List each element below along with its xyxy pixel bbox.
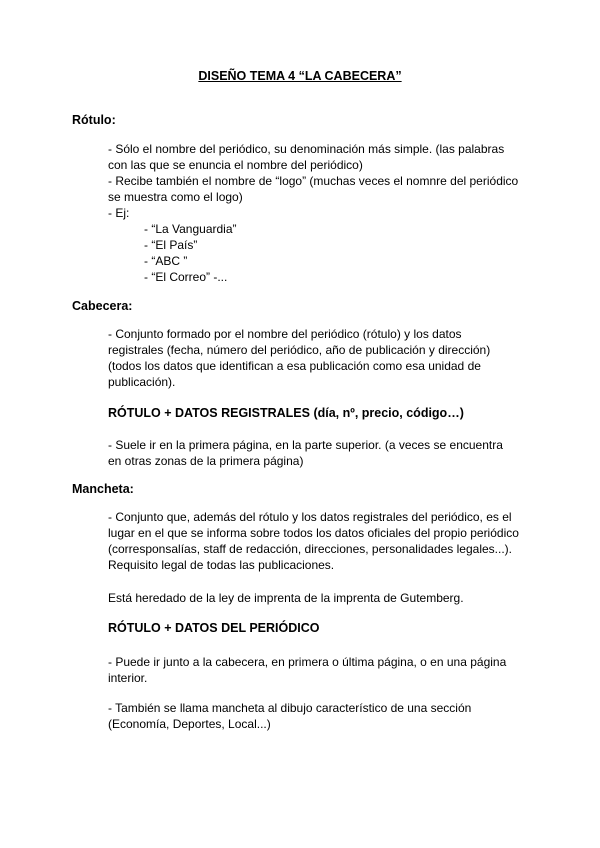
rotulo-line: - Ej:	[108, 206, 130, 220]
mancheta-heredado: Está heredado de la ley de imprenta de la imprenta de Gutemberg.	[108, 591, 464, 605]
cabecera-line: registrales (fecha, número del periódico, año de publicación y dirección)	[108, 343, 491, 357]
section-heading-rotulo: Rótulo:	[72, 113, 116, 127]
mancheta-line: - Puede ir junto a la cabecera, en primera o última página, o en una página	[108, 655, 507, 669]
rotulo-line: - Sólo el nombre del periódico, su denominación más simple. (las palabras	[108, 142, 505, 156]
section-heading-cabecera: Cabecera:	[72, 299, 133, 313]
cabecera-line: - Conjunto formado por el nombre del periódico (rótulo) y los datos	[108, 327, 462, 341]
cabecera-line: en otras zonas de la primera página)	[108, 454, 304, 468]
section-heading-mancheta: Mancheta:	[72, 482, 134, 496]
example-item: - “La Vanguardia”	[144, 222, 237, 236]
mancheta-line: (Economía, Deportes, Local...)	[108, 717, 271, 731]
rotulo-line: se muestra como el logo)	[108, 190, 243, 204]
example-item: - “ABC ”	[144, 254, 188, 268]
mancheta-line: Requisito legal de todas las publicaciones.	[108, 558, 335, 572]
cabecera-line: - Suele ir en la primera página, en la parte superior. (a veces se encuentra	[108, 438, 503, 452]
mancheta-line: (corresponsalías, staff de redacción, direcciones, personalidades legales...).	[108, 542, 512, 556]
example-item: - “El País”	[144, 238, 198, 252]
rotulo-line: - Recibe también el nombre de “logo” (muchas veces el nomnre del periódico	[108, 174, 519, 188]
cabecera-line: publicación).	[108, 375, 176, 389]
mancheta-formula: RÓTULO + DATOS DEL PERIÓDICO	[108, 621, 320, 635]
cabecera-formula: RÓTULO + DATOS REGISTRALES (día, nº, precio, código…)	[108, 406, 464, 420]
cabecera-line: (todos los datos que identifican a esa publicación como esa unidad de	[108, 359, 481, 373]
rotulo-line: con las que se enuncia el nombre del periódico)	[108, 158, 363, 172]
mancheta-line: - Conjunto que, además del rótulo y los datos registrales del periódico, es el	[108, 510, 512, 524]
mancheta-line: - También se llama mancheta al dibujo característico de una sección	[108, 701, 472, 715]
mancheta-line: interior.	[108, 671, 148, 685]
document-title: DISEÑO TEMA 4 “LA CABECERA”	[198, 69, 402, 83]
example-item: - “El Correo” -...	[144, 270, 228, 284]
mancheta-line: lugar en el que se informa sobre todos los datos oficiales del propio periódico	[108, 526, 519, 540]
